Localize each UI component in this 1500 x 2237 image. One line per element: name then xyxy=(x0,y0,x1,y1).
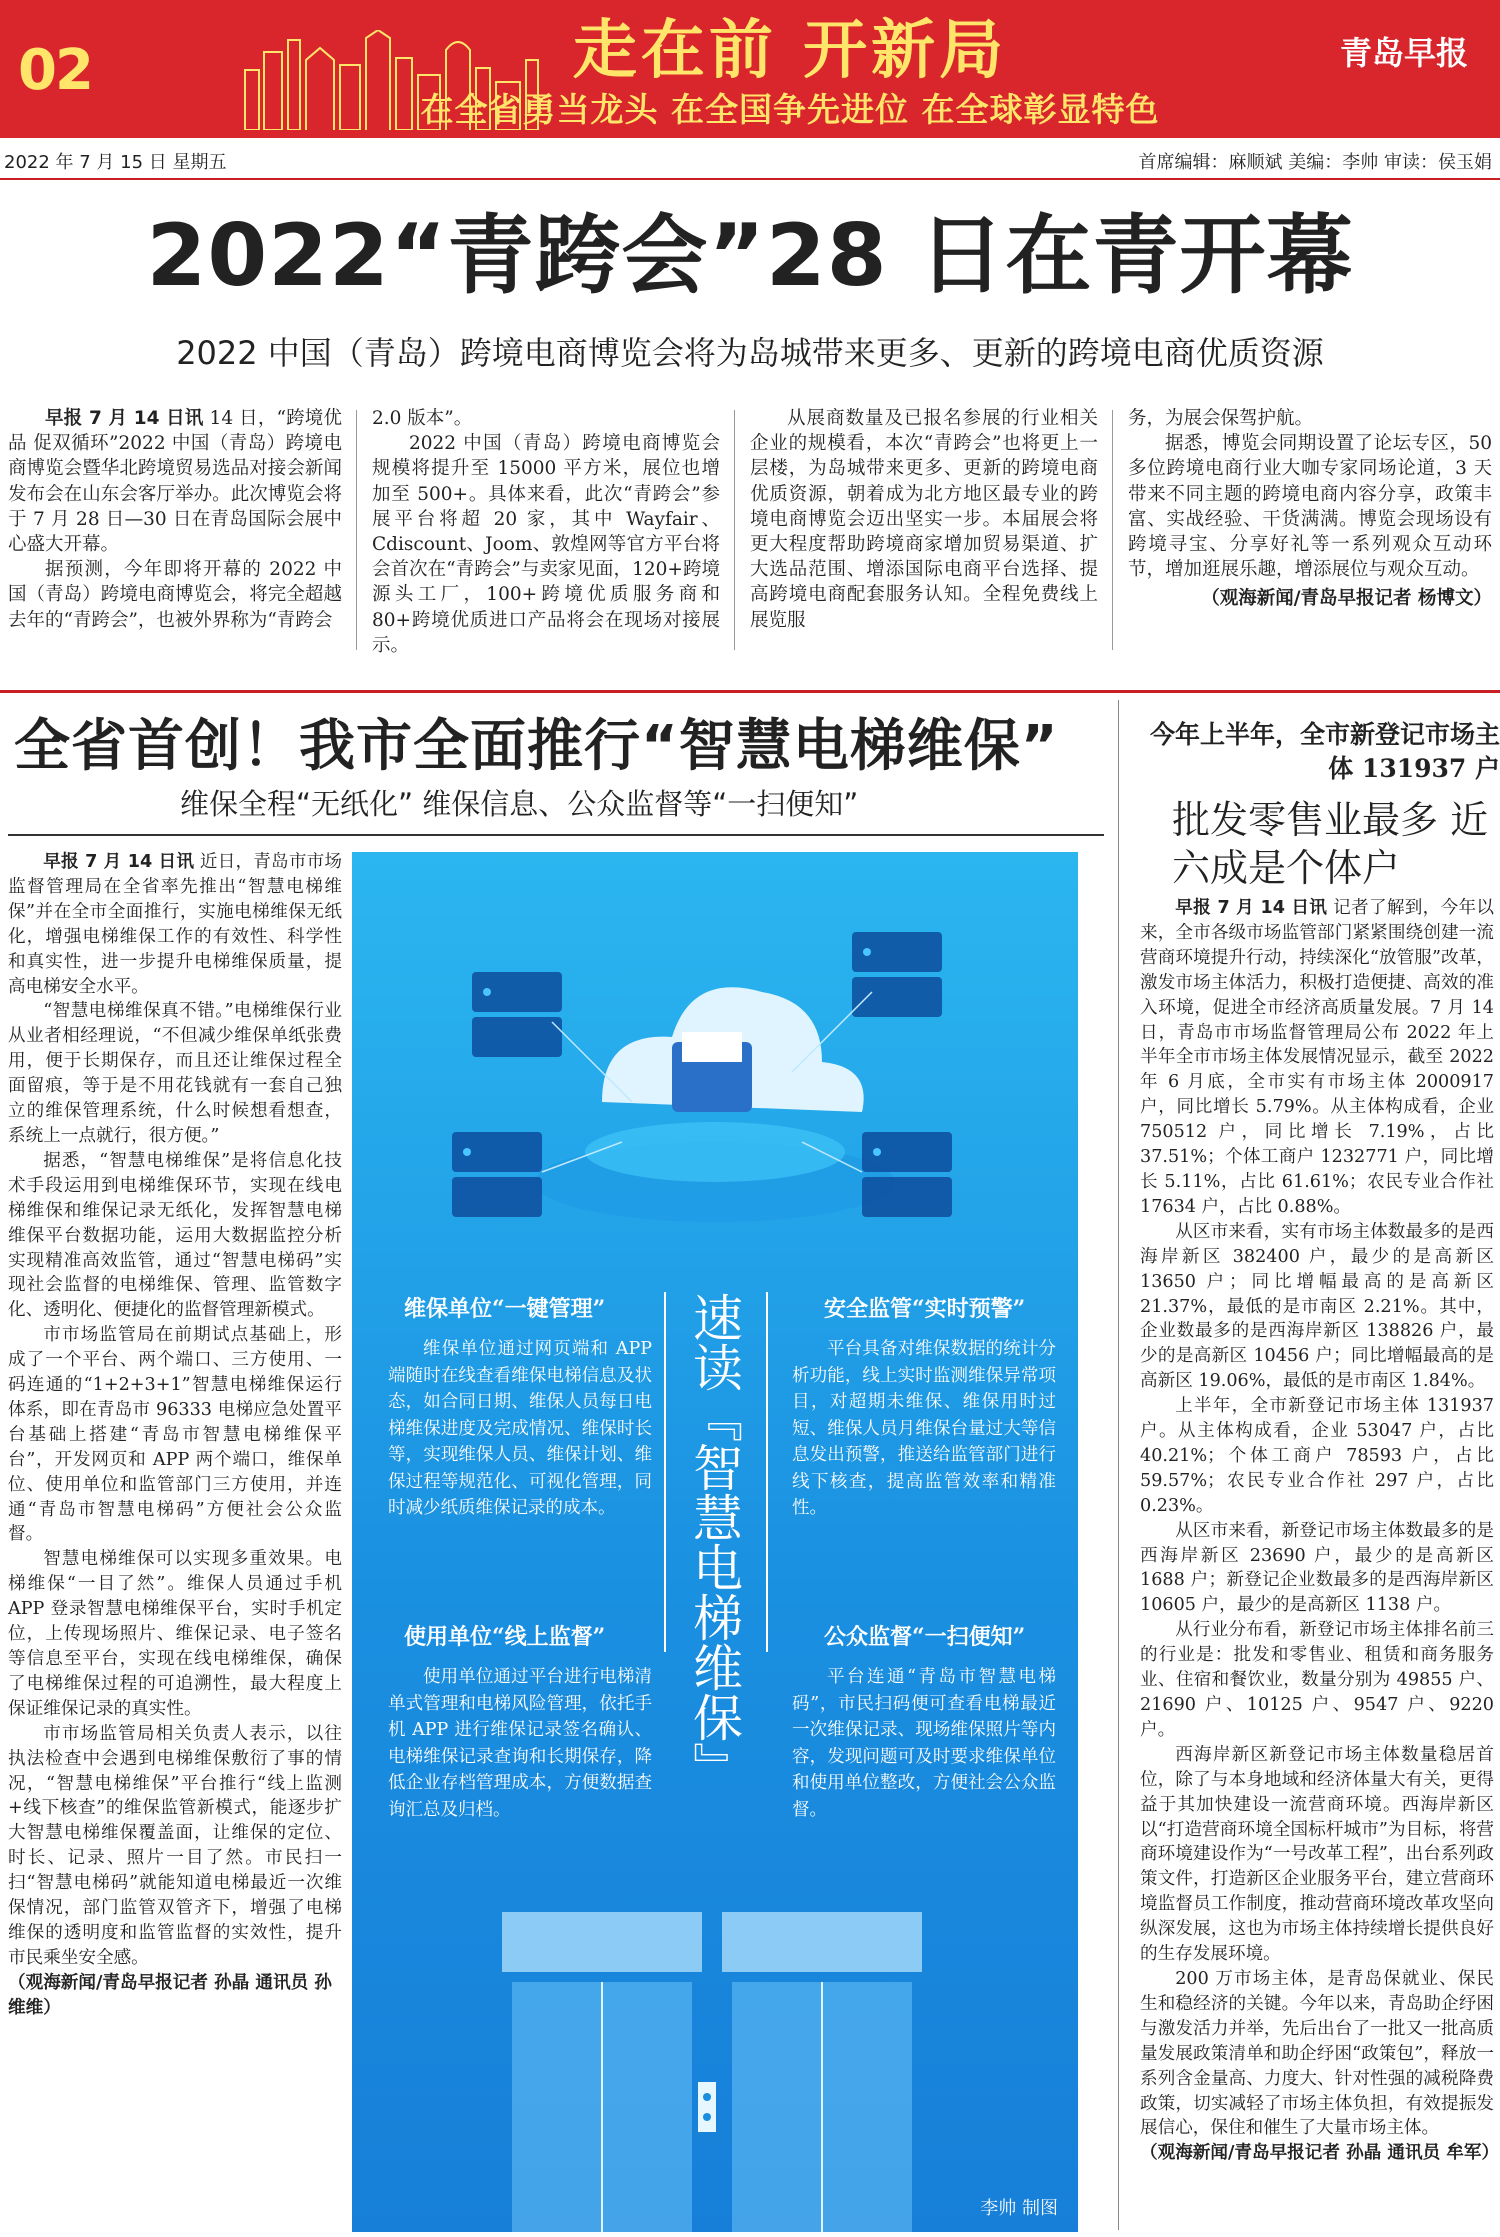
article1-text: 从展商数量及已报名参展的行业相关企业的规模看，本次“青跨会”也将更上一层楼，为岛城带来更多、更新的跨境电商优质资源，朝着成为北方地区最专业的跨境电商博览会迈出坚实一步。本届展会将更大程度帮助跨境商家增加贸易渠道、扩大选品范围、增添国际电商平台选择、提高跨境电商配套服务认知。全程免费线上展览服 xyxy=(750,408,1098,631)
newspaper-logo: 青岛早报 xyxy=(1340,34,1469,72)
article2-lead: 早报 7 月 14 日讯 xyxy=(43,852,195,872)
article1-text: 据悉，博览会同期设置了论坛专区，50 多位跨境电商行业大咖专家同场论道，3 天带来不同主题的跨境电商内容分享，政策丰富、实战经验、干货满满。博览会现场设有跨境寻宝、分享好礼等一系列观众互动环节，增加逛展乐趣，增添展位与观众互动。 xyxy=(1128,433,1492,581)
article2-byline: （观海新闻/青岛早报记者 孙晶 通讯员 孙维维） xyxy=(8,1972,332,2018)
article2-text: 近日，青岛市市场监督管理局在全省率先推出“智慧电梯维保”并在全市全面推行，实施电梯维保无纸化，增强电梯维保工作的有效性、科学性和真实性，进一步提升电梯维保质量，提高电梯安全水平。 xyxy=(8,852,342,997)
article1-text: 2.0 版本”。 xyxy=(372,408,473,429)
section-divider xyxy=(0,690,1500,693)
article3-text: 从区市来看，新登记市场主体数最多的是西海岸新区 23690 户，最少的是高新区 1688 户；新登记企业数最多的是西海岸新区 10605 户，最少的是高新区 1138 户。 xyxy=(1140,1520,1494,1616)
dateline xyxy=(0,144,1500,180)
slogan-sub: 在全省勇当龙头 在全国争先进位 在全球彰显特色 xyxy=(420,90,1160,129)
article2-headline: 全省首创！我市全面推行“智慧电梯维保” xyxy=(14,714,1059,779)
article1-text: 2022 中国（青岛）跨境电商博览会规模将提升至 15000 平方米，展位也增加至 500+。具体来看，此次“青跨会”参展平台将超 20 家，其中 Wayfair、Cdiscount、Joom、敦煌网等官方平台将会首次在“青跨会”与卖家见面，120+跨境源头工厂，100+跨境优质服务商和 80+跨境优质进口产品将会在现场对接展示。 xyxy=(372,433,720,656)
article1-text: 务，为展会保驾护航。 xyxy=(1128,408,1314,429)
box4-title: 公众监督“一扫便知” xyxy=(824,1624,1026,1650)
column-divider xyxy=(356,410,357,650)
cloud-server-illustration-icon xyxy=(352,852,1078,1282)
article1-headline: 2022“青跨会”28 日在青开幕 xyxy=(146,206,1354,306)
divider xyxy=(664,1292,666,1652)
article3-text: 记者了解到，今年以来，全市各级市场监管部门紧紧围绕创建一流营商环境提升行动，持续深化“放管服”改革，激发市场主体活力，积极打造便捷、高效的准入环境，促进全市经济高质量发展。7 月 14 日，青岛市市场监督管理局公布 2022 年上半年全市市场主体发展情况显示，截至 2022 年 6 月底，全市实有市场主体 2000917 户，同比增长 5.79%。从主体构成看，企业 750512 户，同比增长 7.19%，占比 37.51%；个体工商户 1232771 户，同比增长 5.11%，占比 61.61%；农民专业合作社 17634 户，占比 0.88%。 xyxy=(1140,898,1494,1217)
box4-text: 平台连通“青岛市智慧电梯码”，市民扫码便可查看电梯最近一次维保记录、现场维保照片等内容，发现问题可及时要求维保单位和使用单位整改，方便社会公众监督。 xyxy=(792,1667,1056,1820)
article2-text: 市市场监管局相关负责人表示，以往执法检查中会遇到电梯维保敷衍了事的情况，“智慧电梯维保”平台推行“线上监测+线下核查”的维保监管新模式，能逐步扩大智慧电梯维保覆盖面，让维保的定位、时长、记录、照片一目了然。市民扫一扫“智慧电梯码”就能知道电梯最近一次维保情况，部门监管双管齐下，增强了电梯维保的透明度和监管监督的实效性，提升市民乘坐安全感。 xyxy=(8,1723,342,1968)
page-number: 02 xyxy=(18,38,92,103)
article1-col4 xyxy=(1128,406,1492,612)
article3-text: 西海岸新区新登记市场主体数量稳居首位，除了与本身地域和经济体量大有关，更得益于其加快建设一流营商环境。西海岸新区以“打造营商环境全国标杆城市”为目标，将营商环境建设作为“一号改革工程”，出台系列政策文件，打造新区企业服务平台，建立营商环境监督员工作制度，推动营商环境改革攻坚向纵深发展，这也为市场主体持续增长提供良好的生存发展环境。 xyxy=(1140,1744,1494,1965)
masthead xyxy=(0,0,1500,138)
article3-text: 200 万市场主体，是青岛保就业、保民生和稳经济的关键。今年以来，青岛助企纾困与激发活力并举，先后出台了一批又一批高质量发展政策清单和助企纾困“政策包”，释放一系列含金量高、力度大、针对性强的减税降费政策，切实减轻了市场主体负担，有效提振发展信心，保住和催生了大量市场主体。 xyxy=(1140,1968,1494,2139)
divider xyxy=(766,1292,768,1652)
article1-subhead: 2022 中国（青岛）跨境电商博览会将为岛城带来更多、更新的跨境电商优质资源 xyxy=(176,334,1324,372)
elevator-infographic xyxy=(352,852,1078,2232)
elevator-illustration-icon xyxy=(352,1912,1078,2232)
article3-kicker: 今年上半年，全市新登记市场主体 131937 户 xyxy=(1149,720,1500,783)
article1-byline: （观海新闻/青岛早报记者 杨博文） xyxy=(1201,588,1492,610)
article2-text: “智慧电梯维保真不错。”电梯维保行业从业者相经理说，“不但减少维保单纸张费用，便于长期保存，而且还让维保过程全面留痕，等于是不用花钱就有一套自己独立的维保管理系统，什么时候想看想查，系统上一点就行，很方便。” xyxy=(8,1001,342,1146)
article1-col1 xyxy=(8,406,342,633)
article1-text: 14 日，“跨境优品 促双循环”2022 中国（青岛）跨境电商博览会暨华北跨境贸易选品对接会新闻发布会在山东会客厅举办。此次博览会将于 7 月 28 日—30 日在青岛国际会展中心盛大开幕。 xyxy=(8,408,342,556)
article3-text: 从区市来看，实有市场主体数最多的是西海岸新区 382400 户，最少的是高新区 13650 户；同比增幅最高的是高新区 21.37%，最低的是市南区 2.21%。其中，企业数最多的是西海岸新区 138826 户，最少的是高新区 10456 户；同比增幅最高的是高新区 19.06%，最低的是市南区 1.84%。 xyxy=(1140,1221,1494,1392)
slogan-main: 走在前 开新局 xyxy=(572,14,1008,88)
article2-subhead: 维保全程“无纸化” 维保信息、公众监督等“一扫便知” xyxy=(180,787,859,821)
infographic-vertical-title: 速读『智慧电梯维保』 xyxy=(685,1292,743,1792)
article3-text: 从行业分布看，新登记市场主体排名前三的行业是：批发和零售业、租赁和商务服务业、住宿和餐饮业，数量分别为 49855 户、21690 户、10125 户、9547 户、9220 户。 xyxy=(1140,1620,1494,1740)
article2-text: 据悉，“智慧电梯维保”是将信息化技术手段运用到电梯维保环节，实现在线电梯维保和维保记录无纸化，发挥智慧电梯维保平台数据功能，运用大数据监控分析实现精准高效监管，通过“智慧电梯码”实现社会监督的电梯维保、管理、监管数字化、透明化、便捷化的监督管理新模式。 xyxy=(8,1150,342,1321)
article2-text: 智慧电梯维保可以实现多重效果。电梯维保“一目了然”。维保人员通过手机 APP 登录智慧电梯维保平台，实时手机定位，上传现场照片、维保记录、电子签名等信息至平台，实现在线电梯维保，确保了电梯维保过程的可追溯性，最大程度上保证维保记录的真实性。 xyxy=(8,1549,342,1719)
box3-title: 使用单位“线上监督” xyxy=(404,1624,606,1650)
column-divider xyxy=(1112,410,1113,650)
box2-text: 平台具备对维保数据的统计分析功能，线上实时监测维保异常项目，对超期未维保、维保用时过短、维保人员月维保台量过大等信息发出预警，推送给监管部门进行线下核查，提高监管效率和精准性。 xyxy=(792,1339,1056,1518)
issue-date: 2022 年 7 月 15 日 星期五 xyxy=(4,152,227,173)
article1-col2 xyxy=(372,406,720,658)
article1-lead: 早报 7 月 14 日讯 xyxy=(45,408,204,429)
box3-text: 使用单位通过平台进行电梯清单式管理和电梯风险管理，依托手机 APP 进行维保记录签名确认、电梯维保记录查询和长期保存，降低企业存档管理成本，方便数据查询汇总及归档。 xyxy=(388,1667,652,1820)
article3-byline: （观海新闻/青岛早报记者 孙晶 通讯员 牟军） xyxy=(1140,2143,1500,2164)
column-divider xyxy=(734,410,735,650)
article3-text: 上半年，全市新登记市场主体 131937 户。从主体构成看，企业 53047 户，占比 40.21%；个体工商户 78593 户，占比 59.57%；农民专业合作社 297 户，占比 0.23%。 xyxy=(1140,1396,1494,1516)
article1-col3 xyxy=(750,406,1098,633)
box1-text: 维保单位通过网页端和 APP 端随时在线查看维保电梯信息及状态，如合同日期、维保人员每日电梯维保进度及完成情况、维保时长等，实现维保人员、维保计划、维保过程等规范化、可视化管理，同时减少纸质维保记录的成本。 xyxy=(388,1339,652,1518)
article3-body xyxy=(1140,896,1500,2166)
article2-body xyxy=(8,850,342,2021)
rule-line xyxy=(8,834,1104,836)
graphic-credit: 李帅 制图 xyxy=(980,2198,1058,2219)
article3-lead: 早报 7 月 14 日讯 xyxy=(1175,898,1328,918)
editors-credit: 首席编辑：麻顺斌 美编：李帅 审读：侯玉娟 xyxy=(1138,152,1492,173)
column-divider xyxy=(1118,700,1119,2230)
article2-text: 市市场监管局在前期试点基础上，形成了一个平台、两个端口、三方使用、一码连通的“1+2+3+1”智慧电梯维保运行体系，即在青岛市 96333 电梯应急处置平台基础上搭建“青岛市智慧电梯维保平台”，开发网页和 APP 两个端口，维保单位、使用单位和监管部门三方使用，并连通“青岛市智慧电梯码”方便社会公众监督。 xyxy=(8,1325,342,1545)
box2-title: 安全监管“实时预警” xyxy=(824,1296,1026,1322)
article1-text: 据预测，今年即将开幕的 2022 中国（青岛）跨境电商博览会，将完全超越去年的“青跨会”，也被外界称为“青跨会 xyxy=(8,559,342,631)
article3-headline: 批发零售业最多 近六成是个体户 xyxy=(1172,798,1489,890)
box1-title: 维保单位“一键管理” xyxy=(404,1296,606,1322)
